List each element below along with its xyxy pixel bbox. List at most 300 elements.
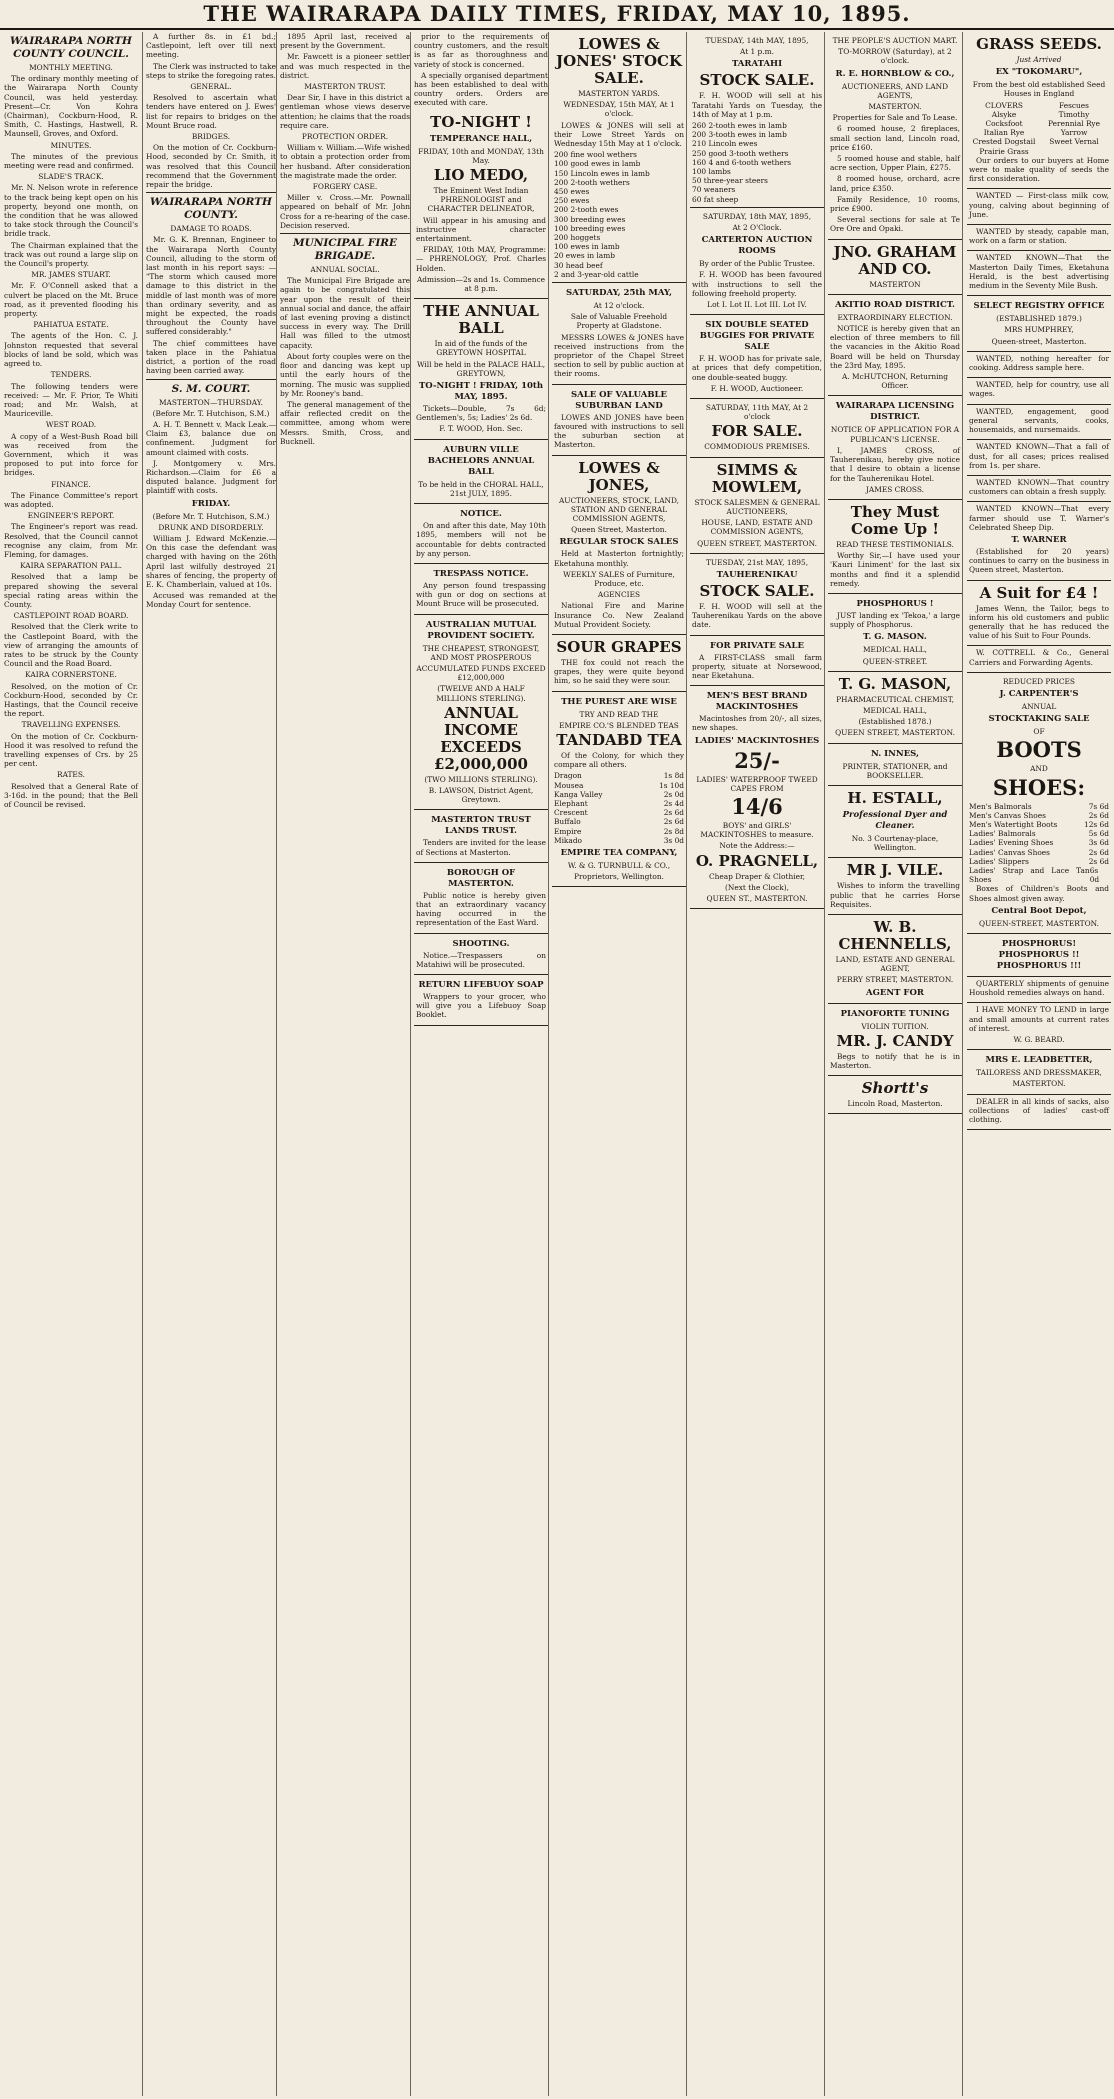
ad-title: A Suit for £4 ! [979, 583, 1099, 602]
ad-line: TAUHERENIKAU [716, 569, 798, 580]
advertisement-lifebuoy [414, 975, 548, 1026]
ad-text: WANTED KNOWN—That country customers can obtain a fresh supply. [969, 477, 1109, 497]
advertisement-cottrell [967, 646, 1111, 672]
stock-list-item: 300 breeding ewes [554, 214, 626, 224]
ad-title: CARTERTON AUCTION ROOMS [701, 235, 813, 257]
ad-title: GRASS SEEDS. [976, 35, 1102, 53]
ad-text: F. H. WOOD has been favoured with instructions to sell the following freehold property. [692, 270, 822, 298]
ad-price: 25/- [734, 747, 780, 773]
ad-line: TUESDAY, 14th MAY, 1895, [705, 36, 809, 45]
ad-text: WANTED KNOWN—That the Masterton Daily Times, Eketahuna Herald, is the best advertising medium in the Seventy Mile Bush. [969, 253, 1109, 291]
notice-text: Tenders are invited for the lease of Sections at Masterton. [416, 838, 546, 857]
article-heading: S. M. COURT. [171, 382, 251, 395]
stock-list-item: 160 4 and 6-tooth wethers [692, 157, 792, 167]
ad-line: WEEKLY SALES of Furniture, Produce, etc. [563, 569, 675, 588]
ad-line: TO-MORROW (Saturday), at 2 o'clock. [838, 47, 952, 66]
tea-price-row [554, 799, 684, 808]
advertisement-hospital-ball [414, 299, 548, 439]
stock-list-item: 200 3-tooth ewes in lamb [692, 130, 787, 140]
item-price: 2s 6d [663, 817, 684, 827]
column-4 [410, 32, 551, 2096]
seed-item: Timothy [1058, 109, 1090, 119]
ad-text: F. H. WOOD will sell at his Taratahi Yards on Tuesday, the 14th of May at 1 p.m. [692, 91, 822, 119]
ad-text: National Fire and Marine Insurance Co. New Zealand Mutual Provident Society. [554, 601, 684, 629]
tea-price-row [554, 836, 684, 845]
advertisement-mason [828, 594, 962, 672]
ad-title: SIMMS & MOWLEM, [711, 460, 803, 496]
advertisement-liniment [828, 500, 962, 594]
paragraph: Mr. N. Nelson wrote in reference to the track being kept open on his property, beyond one month, on the condition that he was allowed to take stock through the Council's bridle track. [4, 183, 138, 239]
item-label: Men's Watertight Boots [969, 819, 1058, 829]
ad-line: AGENT FOR [866, 987, 924, 998]
ad-line: To be held in the CHORAL HALL, 21st JULY, 1895. [418, 479, 544, 498]
column-8 [962, 32, 1113, 2096]
seed-grid [969, 101, 1109, 156]
ad-title: SATURDAY, 25th MAY, [566, 288, 672, 299]
ad-line: STOCKTAKING SALE [988, 714, 1090, 725]
notice-text: I, JAMES CROSS, of Tauherenikau, hereby give notice that I desire to obtain a license for the Tauherenikau Hotel. [830, 445, 960, 483]
ad-signature: F. T. WOOD, Hon. Sec. [439, 424, 523, 434]
ad-dates: FRIDAY, 10th and MONDAY, 13th May. [418, 146, 544, 165]
ad-line: PHARMACEUTICAL CHEMIST, [836, 694, 954, 704]
tea-price-row [554, 817, 684, 826]
stock-list-item: 20 ewes in lamb [554, 251, 615, 261]
wanted-ad [967, 502, 1111, 580]
advertisement-pragnell [690, 686, 824, 909]
ad-title: MR J. VILE. [846, 861, 944, 880]
article-heading: WAIRARAPA NORTH COUNTY COUNCIL. [10, 35, 132, 60]
advertisement-bachelors-ball [414, 440, 548, 504]
court-bench: (Before Mr. T. Hutchison, S.M.) [152, 408, 270, 418]
stock-list [554, 150, 684, 279]
ad-line: MASTERTON. [1012, 1079, 1066, 1089]
masthead [0, 0, 1114, 30]
section-heading: MINUTES. [50, 140, 92, 150]
ad-firm: T. G. MASON. [863, 632, 927, 643]
ad-text: 8 roomed house, orchard, acre land, price £350. [830, 174, 960, 193]
paragraph: Mr. G. K. Brennan, Engineer to the Wairarapa North County Council, alluding to the storm of last month in his report says: — "The storm which caused more damage to this district in the middle of last month was of more than ordinary severity, and as might be expected, the roads throughout the County have suffered considerably." [146, 235, 276, 337]
notice-title: SHOOTING. [452, 938, 510, 949]
advertisement-private-sale [690, 636, 824, 687]
paragraph: William J. Edward McKenzie.—On this case the defendant was charged with having on the 26th April last wilfully destroyed 21 shares of fencing, the property of E. K. Chamberlain, valued at 10s. [146, 533, 276, 589]
advertisement-shortt [828, 1076, 962, 1114]
ad-title: PIANOFORTE TUNING [840, 1008, 950, 1019]
wanted-ad [967, 476, 1111, 502]
section-heading: PROTECTION ORDER. [301, 132, 389, 142]
paragraph: The Municipal Fire Brigade are again to be congratulated this year upon the result of their annual social and dance, the affair of last evening proving a distinct success in every way. The Drill Hall was filled to the utmost capacity. [280, 276, 410, 350]
article-subheading: MONTHLY MEETING. [29, 63, 113, 72]
advertisement-simms-mowlem [690, 458, 824, 554]
seed-item: Italian Rye [983, 128, 1025, 138]
ad-title: JNO. GRAHAM AND CO. [833, 242, 957, 278]
ad-company: EMPIRE TEA COMPANY, [560, 847, 678, 858]
ad-text: Several sections for sale at Te Ore Ore and Opaki. [830, 215, 960, 234]
item-label: Ladies' Slippers [969, 856, 1029, 866]
ad-line: At 2 O'Clock. [732, 223, 782, 233]
ad-title: MEN'S BEST BRAND MACKINTOSHES [706, 691, 808, 713]
column-2 [142, 32, 279, 2096]
ad-line: At 1 p.m. [739, 47, 774, 57]
seed-item: Yarrow [1060, 128, 1088, 138]
ad-line: TARATAHI [731, 59, 783, 70]
ad-line: TRY AND READ THE [579, 709, 659, 719]
item-price: 2s 4d [663, 798, 684, 808]
ad-line: QUEEN-STREET. [862, 656, 928, 666]
shoe-price-row [969, 811, 1109, 820]
item-price: 2s 8d [663, 826, 684, 836]
stock-list-item: 200 2-tooth wethers [554, 177, 630, 187]
paragraph: A. H. T. Bennett v. Mack Leak.—Claim £3, balance due on confinement. Judgment for amount claimed with costs. [146, 419, 276, 457]
ad-line: (TWELVE AND A HALF MILLIONS STERLING). [436, 684, 526, 703]
section-heading: FORGERY CASE. [312, 182, 378, 192]
ad-line: W. & G. TURNBULL & CO., [567, 860, 671, 870]
paragraph: The Engineer's report was read. Resolved, that the Council cannot recognise any claim, from Mr. Fleming, for damages. [4, 522, 138, 559]
ad-title: SIX DOUBLE SEATED BUGGIES FOR PRIVATE SALE [699, 320, 815, 353]
paragraph: The Finance Committee's report was adopted. [4, 490, 138, 509]
ad-line: EX "TOKOMARU", [995, 67, 1083, 78]
tea-price-row [554, 827, 684, 836]
section-heading: KAIRA SEPARATION PALL. [20, 561, 122, 571]
item-label: Elephant [554, 798, 588, 808]
section-heading: TENDERS. [50, 370, 92, 380]
column-3 [276, 32, 413, 2096]
ad-line: ANNUAL [1021, 701, 1057, 711]
stock-list-item: 200 2-tooth ewes [554, 205, 619, 215]
stock-list-item: 250 good 3-tooth wethers [692, 148, 789, 158]
ad-line: Note the Address:— [719, 841, 795, 851]
ad-line: Sale of Valuable Freehold Property at Gladstone. [570, 312, 668, 331]
ad-line: BOYS' and GIRLS' MACKINTOSHES to measure. [700, 820, 814, 840]
ad-line: MRS HUMPHREY, [1004, 325, 1074, 335]
ad-brand: TANDABD TEA [556, 730, 682, 749]
ad-line: AGENCIES [597, 590, 641, 600]
ad-text: WANTED, engagement, good general servants, cooks, housemaids, and nursemaids. [969, 406, 1109, 435]
ad-line: QUEEN STREET, MASTERTON. [697, 538, 817, 548]
advertisement-money [967, 1003, 1111, 1050]
ad-line: PERRY STREET, MASTERTON. [836, 975, 954, 985]
ad-line: QUEEN ST., MASTERTON. [706, 893, 808, 903]
ad-signature: B. LAWSON, District Agent, Greytown. [428, 785, 534, 805]
seed-item: Alsyke [991, 109, 1017, 119]
ad-line: LADIES' MACKINTOSHES [694, 735, 820, 746]
ad-title: AUBURN VILLE BACHELORS ANNUAL BALL [427, 444, 535, 477]
ad-line: EMPIRE CO.'S BLENDED TEAS [559, 720, 679, 730]
ad-text: Of the Colony, for which they compare all others. [554, 750, 684, 770]
ad-line: From the best old established Seed Houses in England [972, 80, 1106, 99]
ad-text: WANTED, nothing hereafter for cooking. Address sample here. [969, 353, 1109, 373]
item-label: Ladies' Canvas Shoes [969, 847, 1050, 857]
ad-title: THE PUREST ARE WISE [561, 696, 677, 707]
ad-line: ACCUMULATED FUNDS EXCEED £12,000,000 [416, 663, 546, 683]
item-label: Kanga Valley [554, 789, 603, 799]
ad-line: OF [1033, 727, 1045, 737]
advertisement-phosphorus [967, 934, 1111, 977]
tea-price-row [554, 790, 684, 799]
item-price: 3s 0d [663, 835, 684, 845]
item-price: 5s 6d [1088, 829, 1109, 839]
notice-title: NOTICE. [460, 509, 502, 520]
ad-text: WANTED — First-class milk cow, young, calving about beginning of June. [969, 191, 1109, 219]
stock-list-item: 30 head beef [554, 260, 603, 270]
article-heading: WAIRARAPA NORTH COUNTY. [150, 196, 272, 222]
ad-text: F. H. WOOD will sell at the Tauherenikau Yards on the above date. [692, 601, 822, 630]
ad-line: THE CHEAPEST, STRONGEST, AND MOST PROSPEROUS [422, 643, 540, 662]
ad-venue: TEMPERANCE HALL, [429, 133, 533, 144]
advertisement-sour-grapes [552, 635, 686, 692]
ad-line: MASTERTON. [868, 102, 922, 112]
shoe-price-row [969, 838, 1109, 847]
tea-price-row [554, 808, 684, 817]
stock-list-item: 100 ewes in lamb [554, 242, 620, 252]
advertisement-for-sale [690, 399, 824, 458]
notice-text: Any person found trespassing with gun or dog on sections at Mount Bruce will be prosecuted. [416, 580, 546, 609]
advertisement-mason-chemist [828, 672, 962, 744]
ad-line: REGULAR STOCK SALES [559, 537, 679, 548]
item-label: Men's Canvas Shoes [969, 810, 1046, 820]
ad-performer: LIO MEDO, [433, 166, 529, 185]
paragraph: William v. William.—Wife wished to obtain a protection order from her husband. After consideration the magistrate made the order. [280, 143, 410, 180]
ad-line: Professional Dyer and Cleaner. [842, 809, 948, 831]
ad-line: WEDNESDAY, 15th MAY, At 1 o'clock. [563, 100, 675, 119]
advertisement-carterton-rooms [690, 208, 824, 315]
ad-title: BOOTS [996, 737, 1082, 763]
paragraph: Dear Sir, I have in this district a gentleman whose views deserve attention; he claims that the roads require care. [280, 93, 410, 130]
tea-price-row [554, 781, 684, 790]
item-label: Ladies' Balmorals [969, 829, 1036, 839]
advertisement-dealer [967, 1095, 1111, 1131]
stock-list-item: 100 breeding ewes [554, 223, 626, 233]
section-heading: GENERAL. [190, 82, 232, 92]
paragraph: The chief committees have taken place in the Pahiatua district, a portion of the road having been carried away. [146, 338, 276, 376]
shoe-price-row [969, 857, 1109, 866]
ad-text: Held at Masterton fortnightly; Eketahuna monthly. [554, 549, 684, 568]
section-heading: PAHIATUA ESTATE. [33, 320, 109, 330]
shoe-price-row [969, 802, 1109, 811]
stock-list-item: 200 hoggets [554, 233, 601, 243]
ad-text: 5 roomed house and stable, half acre section, Upper Plain, £275. [830, 154, 960, 173]
item-price: 2s 0d [663, 789, 684, 799]
tea-price-list [554, 771, 684, 845]
ad-line: Properties for Sale and To Lease. [832, 113, 958, 123]
ad-text: MESSRS LOWES & JONES have received instructions from the proprietor of the Chapel Street section to sell by public auction at their rooms. [554, 332, 684, 379]
ad-line: TAILORESS AND DRESSMAKER, [976, 1068, 1102, 1078]
item-label: Mikado [554, 835, 582, 845]
ad-text: Begs to notify that he is in Masterton. [830, 1051, 960, 1070]
advertisement-suburban-land [552, 385, 686, 456]
paragraph: Resolved, on the motion of Cr. Cockburn-Hood, seconded by Cr. Hastings, that the Council receive the report. [4, 681, 138, 719]
item-price: 1s 10d [659, 780, 684, 790]
item-label: Ladies' Evening Shoes [969, 838, 1054, 848]
ad-title: THE ANNUAL BALL [423, 302, 539, 338]
paragraph: Resolved that a General Rate of 3-16d. in the pound; that the Bell of Council be revised. [4, 781, 138, 810]
ad-line: THE PEOPLE'S AUCTION MART. [832, 36, 958, 45]
ad-line: No. 3 Courtenay-place, Wellington. [851, 833, 939, 853]
seed-list [969, 101, 1109, 156]
notice-signature: JAMES CROSS. [865, 484, 925, 494]
ad-text: DEALER in all kinds of sacks, also collections of ladies' cast-off clothing. [969, 1096, 1109, 1125]
section-heading: TRAVELLING EXPENSES. [21, 720, 121, 730]
ad-title: H. ESTALL, [847, 788, 943, 807]
wanted-ad [967, 378, 1111, 404]
ad-line: REDUCED PRICES [1002, 676, 1075, 686]
court-bench: (Before Mr. T. Hutchison, S.M.) [152, 511, 270, 521]
ad-line: SATURDAY, 18th MAY, 1895, [702, 211, 812, 221]
ad-title: PHOSPHORUS! PHOSPHORUS !! PHOSPHORUS !!! [996, 939, 1082, 971]
ad-line: COMMODIOUS PREMISES. [704, 442, 810, 452]
paragraph: The following tenders were received: — Mr. F. Prior, Te Whiti road; and Mr. Walsh, at Mauriceville. [4, 381, 138, 419]
notice-title: AKITIO ROAD DISTRICT. [835, 299, 955, 310]
section-heading: MASTERTON TRUST. [304, 82, 386, 92]
page-columns [4, 32, 1110, 2096]
column-7 [824, 32, 965, 2096]
paragraph: On the motion of Cr. Cockburn-Hood it was resolved to refund the travelling expenses of Crs. by 25 per cent. [4, 731, 138, 769]
ad-firm: O. PRAGNELL, [695, 851, 819, 870]
section-heading: MR. JAMES STUART. [31, 270, 111, 280]
ad-text: Worthy Sir,—I have used your 'Kauri Liniment' for the last six months and find it a splendid remedy. [830, 551, 960, 588]
ad-text: F. H. WOOD has for private sale, at prices that defy competition, one double-seated buggy. [692, 354, 822, 382]
ad-text: Boxes of Children's Boots and Shoes almost given away. [969, 884, 1109, 903]
notice-subtitle: EXTRAORDINARY ELECTION. [837, 312, 953, 322]
divider [146, 192, 276, 193]
item-price: 6s 0d [1089, 865, 1100, 885]
notice-subtitle: NOTICE OF APPLICATION FOR A PUBLICAN'S LICENSE. [830, 425, 960, 444]
stock-list-item: 70 weaners [692, 185, 736, 195]
paragraph: J. Montgomery v. Mrs. Richardson.—Claim for £6 a disputed balance. Judgment for plaintiff with costs. [146, 458, 276, 496]
paragraph: The minutes of the previous meeting were read and confirmed. [4, 151, 138, 171]
paragraph: Resolved that a lamp be prepared showing the several special rating areas within the County. [4, 572, 138, 609]
notice [414, 504, 548, 564]
stock-list-item: 260 2-tooth ewes in lamb [692, 121, 787, 131]
advertisement-suit [967, 581, 1111, 647]
ad-line: (Established 1878.) [858, 717, 932, 727]
advertisement-lowes-jones [552, 456, 686, 635]
ad-line: AUCTIONEERS, AND LAND AGENTS, [841, 81, 949, 100]
ad-line: HOUSE, LAND, ESTATE AND COMMISSION AGENTS, [701, 518, 813, 537]
advertisement-quarterly [967, 977, 1111, 1003]
advertisement-leadbetter [967, 1050, 1111, 1094]
section-heading: ENGINEER'S REPORT. [27, 511, 115, 521]
wanted-ad [967, 405, 1111, 441]
ad-text: QUARTERLY shipments of genuine Houshold remedies always on hand. [969, 979, 1109, 998]
ad-text: W. COTTRELL & Co., General Carriers and Forwarding Agents. [969, 648, 1109, 667]
item-label: Dragon [554, 771, 582, 781]
court-place: MASTERTON—THURSDAY. [158, 397, 264, 407]
ad-date: TO-NIGHT ! FRIDAY, 10th MAY, 1895. [418, 381, 544, 403]
ad-title: They Must Come Up ! [850, 502, 940, 538]
seed-item: Perennial Rye [1048, 119, 1100, 129]
seed-item: CLOVERS [985, 100, 1023, 110]
ad-title: SHOES: [992, 774, 1086, 800]
ad-text: LOWES & JONES will sell at their Lowe Street Yards on Wednesday 15th May at 1 o'clock. [554, 120, 684, 149]
seed-item: Sweet Vernal [1049, 137, 1099, 147]
ad-line: Will be held in the PALACE HALL, GREYTOWN, [416, 359, 546, 378]
advertisement-stock-sale [552, 32, 686, 283]
ad-price: 14/6 [731, 793, 783, 819]
divider [280, 233, 410, 234]
ad-line: By order of the Public Trustee. [699, 259, 815, 269]
ad-text: Will appear in his amusing and instructive character entertainment. [416, 215, 546, 244]
paragraph: About forty couples were on the floor and dancing was kept up until the early hours of the morning. The music was supplied by Mr. Rooney's band. [280, 351, 410, 398]
borough-notice [414, 863, 548, 934]
ad-title: TO-NIGHT ! [430, 112, 532, 131]
paragraph: prior to the requirements of country customers, and the result is as far as thoroughness and variety of stock is concerned. [414, 32, 548, 69]
newspaper-title: THE WAIRARAPA DAILY TIMES, FRIDAY, MAY 10, 1895. [203, 1, 911, 26]
ad-title: FOR PRIVATE SALE [710, 640, 804, 651]
section-heading: DRUNK AND DISORDERLY. [158, 522, 264, 532]
stock-list-item: 60 fat sheep [692, 194, 739, 204]
ad-admission: Admission—2s and 1s. Commence at 8 p.m. [416, 274, 546, 294]
notice-title: TRESPASS NOTICE. [433, 568, 529, 579]
ad-line: MEDICAL HALL, [862, 705, 927, 715]
ad-text: JUST landing ex 'Tekoa,' a large supply of Phosphorus. [830, 610, 960, 630]
notice-text: Notice.—Trespassers on Matahiwi will be prosecuted. [416, 950, 546, 969]
ad-firm: T. WARNER [1011, 534, 1067, 545]
ad-firm: Central Boot Depot, [991, 905, 1087, 916]
paragraph: The general management of the affair reflected credit on the committee, among whom were Messrs. Smith, Cross, and Bucknell. [280, 399, 410, 446]
ad-text: Wrappers to your grocer, who will give you a Lifebuoy Soap Booklet. [416, 991, 546, 1020]
stock-list-item: 100 good ewes in lamb [554, 159, 641, 169]
ad-title: R. E. HORNBLOW & CO., [835, 68, 955, 79]
shoe-price-row [969, 848, 1109, 857]
ad-line: PRINTER, STATIONER, and BOOKSELLER. [842, 761, 948, 780]
seed-item: Prairie Grass [979, 146, 1029, 156]
stock-list-item: 150 Lincoln ewes in lamb [554, 168, 650, 178]
article-heading: MUNICIPAL FIRE BRIGADE. [293, 237, 397, 263]
item-label: Buffalo [554, 817, 581, 827]
ad-title: Shortt's [861, 1079, 929, 1098]
ad-line: MASTERTON [869, 279, 921, 289]
section-heading: FINANCE. [51, 479, 91, 489]
ad-title: SOUR GRAPES [556, 637, 682, 656]
ad-text: (Established for 20 years) continues to carry on the business in Queen street, Masterton. [969, 546, 1109, 575]
wanted-ad [967, 251, 1111, 296]
ad-text: Wishes to inform the travelling public that he carries Horse Requisites. [830, 881, 960, 909]
stock-list [692, 121, 822, 204]
ad-signature: W. G. BEARD. [1013, 1035, 1065, 1045]
advertisement-chennells [828, 915, 962, 1004]
paragraph: The ordinary monthly meeting of the Wairarapa North County Council, was held yesterday. Present—Cr. Von Kohra (Chairman), Cockburn-Hood, R. Smith, C. Hastings, Hastwell, R. Maunsell, Groves, and Oxford. [4, 74, 138, 139]
advertisement-vile [828, 858, 962, 915]
paragraph: Miller v. Cross.—Mr. Pownall appeared on behalf of Mr. John Cross for a re-hearing of the case. Decision reserved. [280, 193, 410, 230]
advertisement-innes [828, 744, 962, 786]
ad-title: LOWES & JONES' STOCK SALE. [556, 35, 682, 87]
seed-item: Cocksfoot [985, 119, 1023, 129]
advertisement-lio-medo [414, 110, 548, 300]
paragraph: Mr. Fawcett is a pioneer settler and was much respected in the district. [280, 52, 410, 80]
shoe-price-row [969, 820, 1109, 829]
ad-text: James Wenn, the Tailor, begs to inform his old customers and public generally that he has reduced the value of his Suit to Four Pounds. [969, 603, 1109, 641]
paragraph: Resolved that the Clerk write to the Castlepoint Board, with the view of arranging the amounts of rates to be struck by the County Council and the Road Board. [4, 622, 138, 669]
column-6 [686, 32, 827, 2096]
ad-title: PHOSPHORUS ! [856, 598, 934, 609]
notice-text: On and after this date, May 10th 1895, members will not be accountable for debts contracted by any person. [416, 521, 546, 558]
paragraph: The Chairman explained that the track was out round a large slip on the Council's property. [4, 240, 138, 269]
stock-list-item: 450 ewes [554, 187, 590, 197]
ad-text: Tickets—Double, 7s 6d; Gentlemen's, 5s; Ladies' 2s 6d. [416, 404, 546, 423]
item-label: Empire [554, 826, 582, 836]
advertisement-candy [828, 1004, 962, 1077]
item-price: 2s 6d [663, 808, 684, 818]
tea-price-row [554, 771, 684, 780]
ad-title: LOWES & JONES, [578, 458, 660, 494]
ad-title: AUSTRALIAN MUTUAL PROVIDENT SOCIETY. [425, 619, 537, 641]
advertisement-estall [828, 786, 962, 858]
paragraph: Mr. F. O'Connell asked that a culvert be placed on the Mt. Bruce road, as it prevented flooding his property. [4, 281, 138, 319]
ad-line: At 12 o'clock. [593, 301, 645, 311]
ad-title: SELECT REGISTRY OFFICE [973, 301, 1105, 312]
ad-text: Family Residence, 10 rooms, price £900. [830, 194, 960, 214]
ad-title: T. G. MASON, [838, 674, 952, 693]
